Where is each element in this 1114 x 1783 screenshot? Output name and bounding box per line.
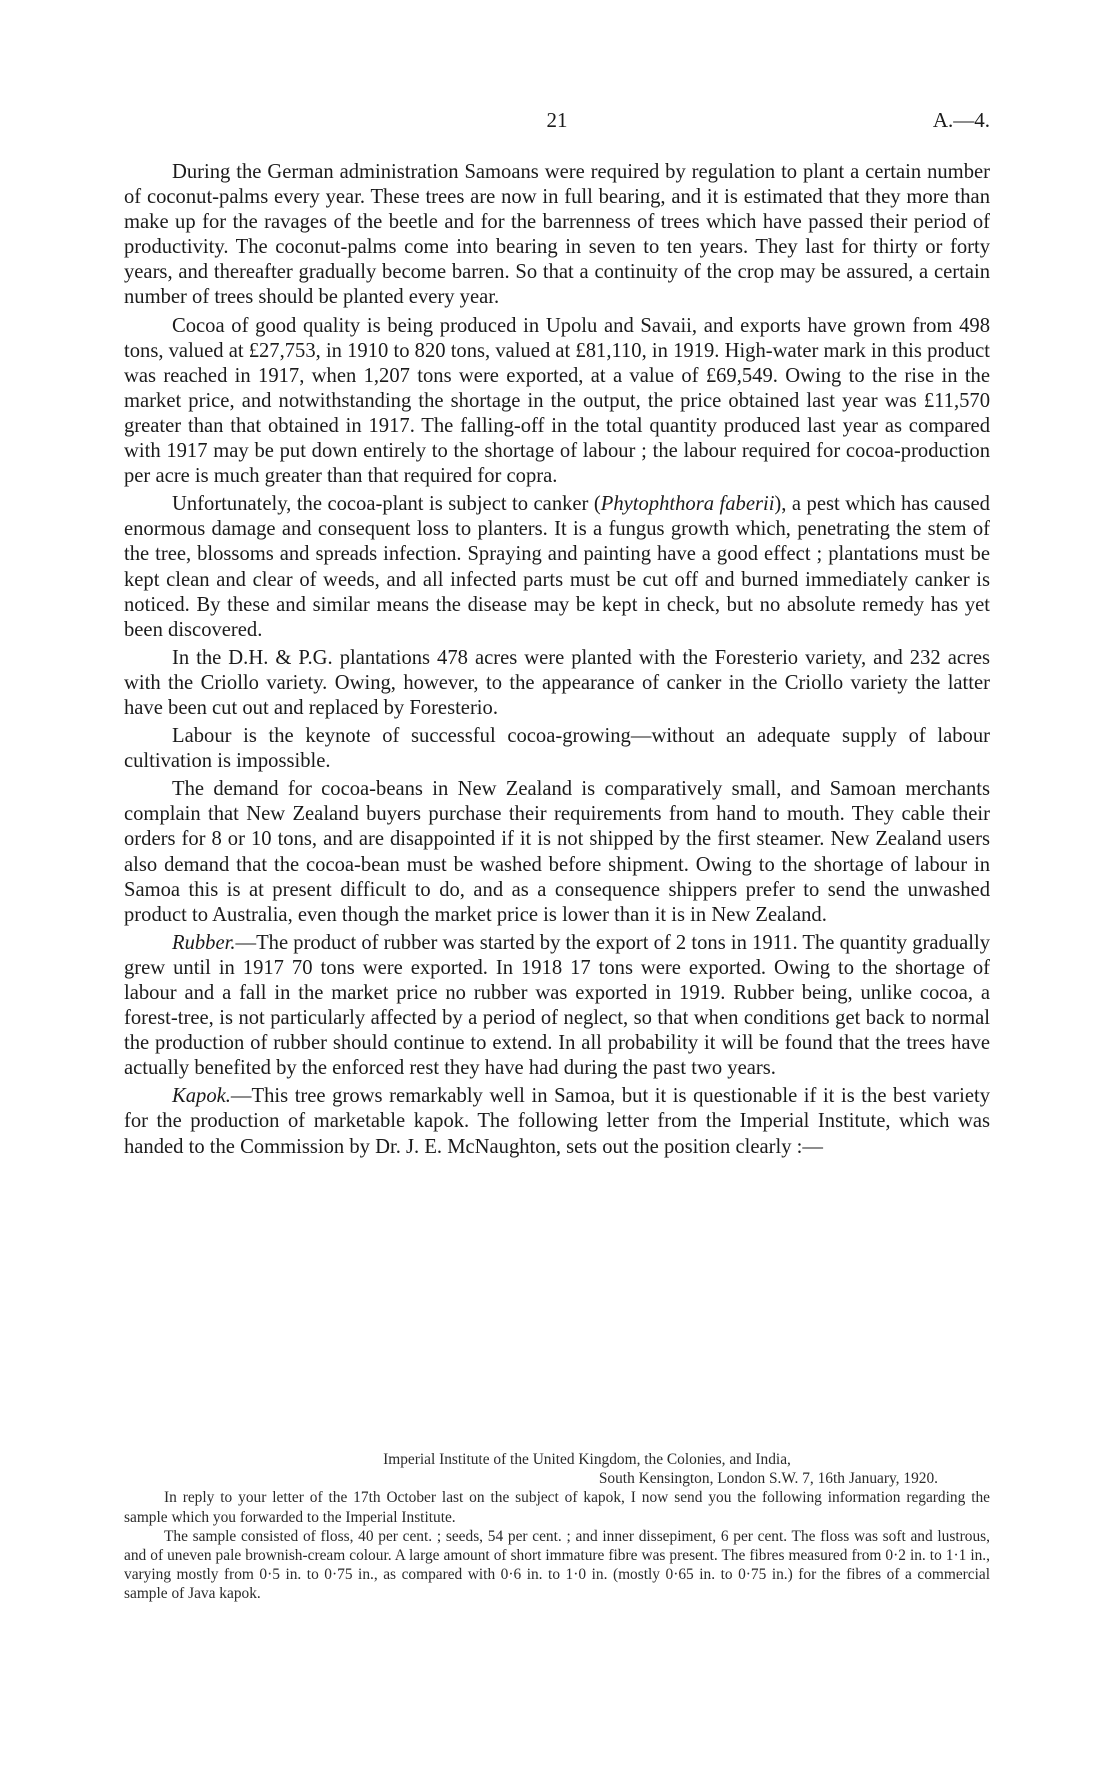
document-reference: A.—4.: [932, 108, 990, 132]
section-heading-rubber: Rubber.: [172, 931, 236, 954]
paragraph-kapok: [124, 1084, 990, 1159]
body-text: [124, 160, 990, 1160]
letter-address: Imperial Institute of the United Kingdom, the Colonies, and India,: [383, 1451, 791, 1468]
letter-paragraph: The sample consisted of floss, 40 per cent. ; seeds, 54 per cent. ; and inner dissepiment, 6 per cent. The floss was soft and lustrous, and of uneven pale brownish-cream colour. A large amount of short immature fibre was present. The fibres measured from 0·2 in. to 1·1 in., varying mostly from 0·5 in. to 0·75 in., as compared with 0·6 in. to 1·0 in. (mostly 0·65 in. to 0·75 in.) for the fibres of a commercial sample of Java kapok.: [124, 1527, 990, 1603]
paragraph-canker: [124, 492, 990, 643]
page-header: [124, 108, 990, 140]
paragraph-rubber: [124, 931, 990, 1082]
paragraph-text: —This tree grows remarkably well in Samoa, but it is questionable if it is the best variety for the production of marketable kapok. The following letter from the Imperial Institute, which was handed to the Commission by Dr. J. E. McNaughton, sets out the position clearly :—: [124, 1085, 990, 1158]
species-name: Phytophthora faberii: [600, 493, 775, 516]
quoted-letter: [124, 1450, 990, 1604]
paragraph-cocoa-exports: Cocoa of good quality is being produced in Upolu and Savaii, and exports have grown from 498 tons, valued at £27,753, in 1910 to 820 tons, valued at £81,110, in 1919. High-water mark in this product was reached in 1917, when 1,207 tons were exported, at a value of £69,549. Owing to the rise in the market price, and notwithstanding the shortage in the output, the price obtained last year was £11,570 greater than that obtained in 1917. The falling-off in the total quantity produced last year as compared with 1917 may be put down entirely to the shortage of labour ; the labour required for cocoa-production per acre is much greater than that required for copra.: [124, 314, 990, 488]
paragraph-text: —The product of rubber was started by the export of 2 tons in 1911. The quantity gradually grew until in 1917 70 tons were exported. In 1918 17 tons were exported. Owing to the shortage of labour and a fall in the market price no rubber was exported in 1919. Rubber being, unlike cocoa, a forest-tree, is not particularly affected by a period of neglect, so that when conditions get back to normal the production of rubber should continue to extend. In all probability it will be found that the trees have actually benefited by the enforced rest they have had during the past two years.: [124, 931, 990, 1080]
paragraph-coconut-palms: During the German administration Samoans were required by regulation to plant a certain number of coconut-palms every year. These trees are now in full bearing, and it is estimated that they more than make up for the ravages of the beetle and for the barrenness of trees which have passed their period of productivity. The coconut-palms come into bearing in seven to ten years. They last for thirty or forty years, and thereafter gradually become barren. So that a continuity of the crop may be assured, a certain number of trees should be planted every year.: [124, 161, 990, 309]
paragraph-text: Unfortunately, the cocoa-plant is subject to canker (: [172, 493, 601, 516]
letter-date: South Kensington, London S.W. 7, 16th January, 1920.: [598, 1470, 938, 1488]
letter-paragraph: In reply to your letter of the 17th October last on the subject of kapok, I now send you the following information regarding the sample which you forwarded to the Imperial Institute.: [124, 1489, 990, 1526]
section-heading-kapok: Kapok.: [172, 1085, 231, 1108]
paragraph-text: ), a pest which has caused enormous damage and consequent loss to planters. It is a fungus growth which, penetrating the stem of the tree, blossoms and spreads infection. Spraying and painting have a good effect ; plantations must be kept clean and clear of weeds, and all infected parts must be cut off and burned immediately canker is noticed. By these and similar means the disease may be kept in check, but no absolute remedy has yet been discovered.: [124, 493, 990, 641]
paragraph-demand: The demand for cocoa-beans in New Zealand is comparatively small, and Samoan merchants complain that New Zealand buyers purchase their requirements from hand to mouth. They cable their orders for 8 or 10 tons, and are disappointed if it is not shipped by the first steamer. New Zealand users also demand that the cocoa-bean must be washed before shipment. Owing to the shortage of labour in Samoa this is at present difficult to do, and as a consequence shippers prefer to send the unwashed product to Australia, even though the market price is lower than it is in New Zealand.: [124, 778, 990, 926]
page-number: 21: [546, 108, 568, 132]
paragraph-plantations: In the D.H. & P.G. plantations 478 acres were planted with the Foresterio variety, and 232 acres with the Criollo variety. Owing, however, to the appearance of canker in the Criollo variety the latter have been cut out and replaced by Foresterio.: [124, 646, 990, 719]
paragraph-labour: Labour is the keynote of successful cocoa-growing—without an adequate supply of labour cultivation is impossible.: [124, 725, 990, 773]
